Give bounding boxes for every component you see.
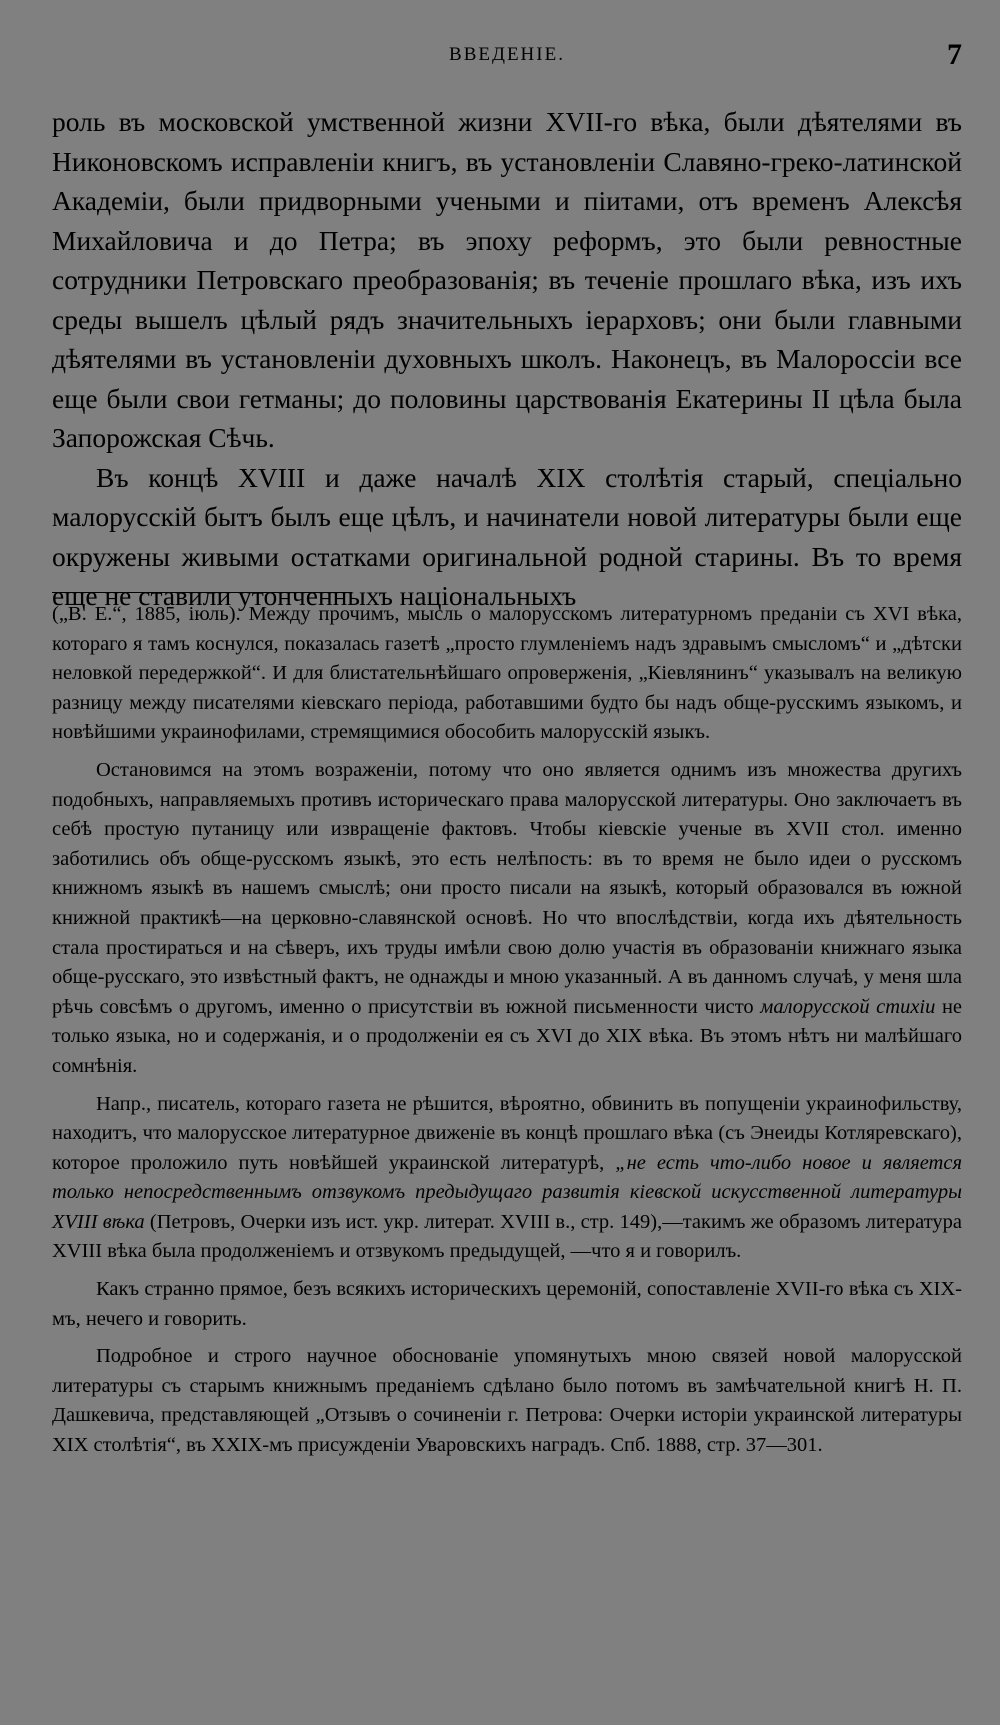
footnote-paragraph-4: Какъ странно прямое, безъ всякихъ историческихъ церемоній, сопоставленіе XVII-го вѣка съ XIX-мъ, нечего и говорить.	[52, 1278, 962, 1330]
footnote-3-italic-quote: „не есть что-либо новое и является только непосредственнымъ отзвукомъ предыдущаго развитія кіевской искусственной литературы XVIII вѣка	[52, 1151, 962, 1233]
body-paragraph-2: Въ концѣ XVIII и даже началѣ XIX столѣтія старый, спеціально малорусскій бытъ былъ еще цѣлъ, и начинатели новой литературы были еще окружены живыми остатками оригинальной родной старины. Въ то время еще не ставили утонченныхъ національныхъ	[52, 461, 962, 611]
footnote-3-end: (Петровъ, Очерки изъ ист. укр. литерат. XVIII в., стр. 149),—такимъ же образомъ литература XVIII вѣка была продолженіемъ и отзвукомъ предыдущей, —что я и говорилъ.	[52, 1210, 962, 1263]
footnote-2-italic: малорусской стихіи	[760, 995, 936, 1018]
footnote-2-text: Остановимся на этомъ возраженіи, потому что оно является однимъ изъ множества другихъ подобныхъ, направляемыхъ противъ историческаго права малорусской литературы. Оно заключаетъ въ себѣ простую путаницу или извращеніе фактовъ. Чтобы кіевскіе ученые въ XVII стол. именно заботились объ обще-русскомъ языкѣ, это есть нелѣпость: въ то время не было идеи о русскомъ книжномъ языкѣ въ нашемъ смыслѣ; они просто писали на языкѣ, который образовался въ южной книжной практикѣ—на церковно-славянской основѣ. Но что впослѣдствіи, когда ихъ дѣятельность стала простираться и на сѣверъ, ихъ труды имѣли свою долю участія въ образованіи книжнаго языка обще-русскаго, это извѣстный фактъ, не однажды и мною указанный. А въ данномъ случаѣ, у меня шла рѣчь совсѣмъ о другомъ, именно о присутствіи въ южной письменности чисто	[52, 758, 962, 1018]
footnotes	[52, 600, 962, 1469]
footnote-3-text: Напр., писатель, котораго газета не рѣшится, вѣроятно, обвинить въ попущеніи украинофильству, находитъ, что малорусское литературное движеніе въ концѣ прошлаго вѣка (съ Энеиды Котляревскаго), которое проложило путь новѣйшей украинской литературѣ,	[52, 1092, 962, 1174]
footnote-paragraph-5: Подробное и строго научное обоснованіе упомянутыхъ мною связей новой малорусской литературы съ старымъ книжнымъ преданіемъ сдѣлано было потомъ въ замѣчательной книгѣ Н. П. Дашкевича, представляющей „Отзывъ о сочиненіи г. Петрова: Очерки исторіи украинской литературы XIX столѣтія“, въ XXIX-мъ присужденіи Уваровскихъ наградъ. Спб. 1888, стр. 37—301.	[52, 1345, 962, 1457]
footnote-separator	[52, 592, 352, 593]
running-title: ВВЕДЕНІЕ.	[449, 44, 565, 65]
body-paragraph-1: роль въ московской умственной жизни XVII-го вѣка, были дѣятелями въ Никоновскомъ исправленіи книгъ, въ установленіи Славяно-греко-латинской Академіи, были придворными учеными и піитами, отъ временъ Алексѣя Михайловича и до Петра; въ эпоху реформъ, это были ревностные сотрудники Петровскаго преобразованія; въ теченіе прошлаго вѣка, изъ ихъ среды вышелъ цѣлый рядъ значительныхъ іерарховъ; они были главными дѣятелями въ установленіи духовныхъ школъ. Наконецъ, въ Малороссіи все еще были свои гетманы; до половины царствованія Екатерины II цѣла была Запорожская Сѣчь.	[52, 106, 962, 453]
page-number: 7	[947, 38, 962, 71]
running-header	[52, 38, 962, 70]
footnote-2-end: не только языка, но и содержанія, и о продолженіи ея съ XVI до XIX вѣка. Въ этомъ нѣтъ ни малѣйшаго сомнѣнія.	[52, 995, 963, 1077]
footnote-paragraph-2	[52, 756, 962, 1082]
footnote-paragraph-1: („В. Е.“, 1885, іюль). Между прочимъ, мысль о малорусскомъ литературномъ преданіи съ XVI вѣка, котораго я тамъ коснулся, показалась газетѣ „просто глумленіемъ надъ здравымъ смысломъ“ и „дѣтски неловкой передержкой“. И для блистательнѣйшаго опроверженія, „Кіевлянинъ“ указывалъ на великую разницу между писателями кіевскаго періода, работавшими будто бы надъ обще-русскимъ языкомъ, и новѣйшими украинофилами, стремящимися обособить малорусскій языкъ.	[52, 603, 962, 744]
footnote-paragraph-3	[52, 1090, 962, 1268]
main-text	[52, 102, 962, 616]
